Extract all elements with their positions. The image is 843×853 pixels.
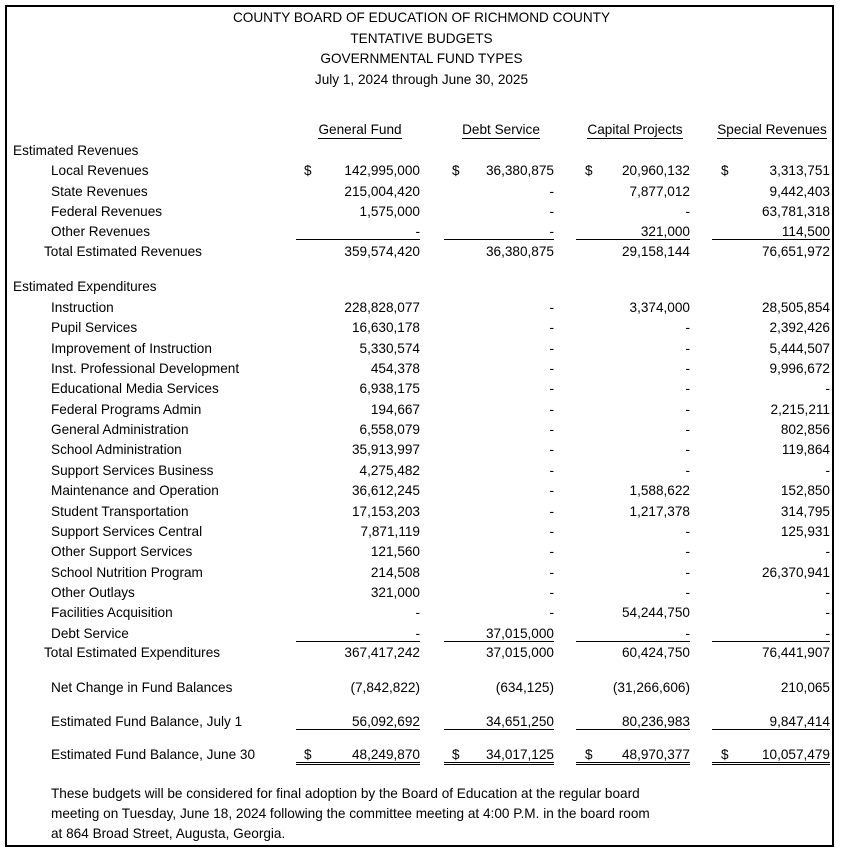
amount-cell: 56,092,692 [296,714,420,730]
row-label: Total Estimated Revenues [44,244,202,259]
amount-cell: 4,275,482 [359,462,420,478]
row-label: Improvement of Instruction [51,340,212,356]
amount-cell: - [549,320,554,336]
amount-cell: 5,330,574 [359,340,420,356]
amount-cell: 152,850 [780,483,830,499]
amount-cell: 215,004,420 [344,184,420,199]
expenditure-row [0,605,843,625]
revenue-row [0,184,843,204]
expenditures-heading [0,279,843,299]
expenditure-row [0,524,843,544]
amount-cell: 367,417,242 [344,645,420,660]
amount-cell: - [825,584,830,600]
amount-cell: (634,125) [495,680,554,695]
expenditure-row [0,483,843,503]
amount-cell: 114,500 [712,224,830,240]
currency-symbol: $ [721,747,729,762]
amount-cell: - [549,483,554,499]
row-label: Facilities Acquisition [51,605,173,621]
expenditure-row [0,320,843,340]
amount-cell: 5,444,507 [769,340,830,356]
footer-line: at 864 Broad Street, Augusta, Georgia. [51,826,286,841]
expenditure-row [0,565,843,585]
row-label: Support Services Business [51,462,214,478]
amount-cell: - [549,184,554,199]
amount-cell: 194,667 [370,401,420,417]
currency-symbol: $ [452,747,460,762]
amount-cell: 1,217,378 [629,503,690,519]
amount-cell: 321,000 [370,584,420,600]
row-label: School Administration [51,442,182,458]
revenue-row [0,204,843,224]
expenditure-row [0,544,843,564]
row-label: Federal Programs Admin [51,401,202,417]
amount-cell: - [549,300,554,315]
amount-cell: 121,560 [370,544,420,560]
expenditure-row [0,504,843,524]
row-label: General Administration [51,422,189,438]
amount-cell: 80,236,983 [576,714,690,730]
amount-cell: - [549,605,554,621]
currency-symbol: $ [585,163,593,178]
amount-cell: 314,795 [780,503,830,519]
expenditure-total-row [0,645,843,665]
amount-cell: - [549,361,554,377]
revenues-heading-label: Estimated Revenues [13,143,139,158]
currency-symbol: $ [721,163,729,178]
amount-cell: 210,065 [780,680,830,695]
expenditure-row [0,402,843,422]
row-label: Total Estimated Expenditures [44,645,221,660]
title-line-3: GOVERNMENTAL FUND TYPES [320,51,523,66]
amount-cell: - [549,564,554,580]
currency-symbol: $ [304,163,312,178]
expenditure-row [0,442,843,462]
amount-cell: 802,856 [780,422,830,438]
row-label: State Revenues [51,184,148,199]
amount-cell: 142,995,000 [344,163,420,178]
amount-cell: 20,960,132 [621,163,690,178]
row-label: Maintenance and Operation [51,483,219,499]
row-label: Support Services Central [51,523,203,539]
expenditure-row [0,361,843,381]
row-label: Debt Service [51,625,129,641]
amount-cell: 36,380,875 [485,163,554,178]
amount-cell: - [685,584,690,600]
expenditure-row [0,381,843,401]
amount-cell: 3,313,751 [769,163,830,178]
row-label: Estimated Fund Balance, June 30 [51,747,256,762]
amount-cell: 119,864 [781,442,830,458]
row-label: Pupil Services [51,320,138,336]
amount-cell: 34,017,125 [444,747,554,765]
amount-cell: - [549,503,554,519]
amount-cell: - [549,544,554,560]
amount-cell: 54,244,750 [621,605,690,621]
revenue-total-row [0,244,843,264]
amount-cell: - [825,544,830,560]
title-line-2: TENTATIVE BUDGETS [350,31,493,46]
amount-cell: - [549,401,554,417]
amount-cell: - [685,204,690,219]
amount-cell: - [576,626,690,642]
amount-cell: - [685,381,690,397]
amount-cell: 48,249,870 [296,747,420,765]
amount-cell: - [685,320,690,336]
row-label: Other Support Services [51,544,193,560]
amount-cell: 359,574,420 [344,244,420,259]
row-label: Inst. Professional Development [51,361,240,377]
expenditure-row [0,463,843,483]
amount-cell: - [825,381,830,397]
amount-cell: - [296,224,420,240]
amount-cell: - [549,584,554,600]
column-header-special-revenues: Special Revenues [717,122,827,137]
row-label: Federal Revenues [51,204,163,219]
amount-cell: - [549,523,554,539]
amount-cell: 60,424,750 [621,645,690,660]
expenditures-heading-label: Estimated Expenditures [13,279,157,294]
amount-cell: - [685,544,690,560]
amount-cell: - [549,442,554,458]
amount-cell: - [685,462,690,478]
amount-cell: 228,828,077 [344,300,420,315]
footer-line: meeting on Tuesday, June 18, 2024 following the committee meeting at 4:00 P.M. in the board room [51,806,650,821]
amount-cell: - [549,381,554,397]
amount-cell: 48,970,377 [576,747,690,765]
row-label: Student Transportation [51,503,189,519]
amount-cell: 6,938,175 [359,381,420,397]
amount-cell: 9,442,403 [769,184,830,199]
revenues-heading [0,143,843,163]
amount-cell: 63,781,318 [761,204,830,219]
row-label: Local Revenues [51,163,149,178]
amount-cell: - [444,224,554,240]
footer-note [51,784,701,844]
title-line-4: July 1, 2024 through June 30, 2025 [314,72,529,87]
row-label: Estimated Fund Balance, July 1 [51,714,243,729]
amount-cell: 1,588,622 [629,483,690,499]
row-label: Instruction [51,300,114,315]
amount-cell: (7,842,822) [350,680,420,695]
column-header-debt-service: Debt Service [462,122,540,137]
amount-cell: 6,558,079 [359,422,420,438]
amount-cell: 17,153,203 [351,503,420,519]
expenditure-row [0,585,843,605]
amount-cell: - [549,462,554,478]
amount-cell: 36,380,875 [485,244,554,259]
expenditure-row [0,626,843,646]
amount-cell: - [825,462,830,478]
amount-cell: - [685,523,690,539]
amount-cell: 2,392,426 [769,320,830,336]
title-line-1: COUNTY BOARD OF EDUCATION OF RICHMOND COUNTY [232,10,611,25]
amount-cell: 321,000 [576,224,690,240]
amount-cell: 29,158,144 [621,244,690,259]
amount-cell: 9,847,414 [712,714,830,730]
column-header-capital-projects: Capital Projects [587,122,683,137]
footer-line: These budgets will be considered for final adoption by the Board of Education at the regular board [51,786,640,801]
row-label: Other Revenues [51,224,150,239]
column-header-general-fund: General Fund [318,122,402,137]
currency-symbol: $ [452,163,460,178]
amount-cell: 9,996,672 [769,361,830,377]
amount-cell: - [685,442,690,458]
row-label: Other Outlays [51,584,135,600]
amount-cell: - [549,340,554,356]
amount-cell: 1,575,000 [359,204,420,219]
amount-cell: - [712,626,830,642]
amount-cell: 34,651,250 [444,714,554,730]
currency-symbol: $ [585,747,593,762]
amount-cell: - [685,361,690,377]
amount-cell: 76,651,972 [761,244,830,259]
amount-cell: 37,015,000 [444,626,554,642]
amount-cell: 2,215,211 [770,401,830,417]
amount-cell: 214,508 [370,564,420,580]
amount-cell: 35,913,997 [351,442,420,458]
currency-symbol: $ [304,747,312,762]
balance-july-row [0,714,843,734]
row-label: Net Change in Fund Balances [51,680,233,695]
expenditure-row [0,341,843,361]
balance-june-row [0,747,843,767]
amount-cell: 3,374,000 [629,300,690,315]
row-label: School Nutrition Program [51,564,203,580]
amount-cell: - [825,605,830,621]
row-label: Educational Media Services [51,381,219,397]
amount-cell: - [296,626,420,642]
amount-cell: 10,057,479 [712,747,830,765]
amount-cell: 7,877,012 [629,184,690,199]
amount-cell: 26,370,941 [761,564,830,580]
amount-cell: (31,266,606) [612,680,690,695]
amount-cell: - [415,605,420,621]
amount-cell: - [685,564,690,580]
revenue-row [0,163,843,183]
amount-cell: - [685,422,690,438]
amount-cell: 36,612,245 [351,483,420,499]
amount-cell: - [549,422,554,438]
amount-cell: 7,871,119 [360,523,420,539]
amount-cell: 125,931 [780,523,830,539]
amount-cell: 37,015,000 [485,645,554,660]
revenue-row [0,224,843,244]
amount-cell: - [685,401,690,417]
expenditure-row [0,300,843,320]
amount-cell: 454,378 [370,361,420,377]
amount-cell: 28,505,854 [761,300,830,315]
net-change-row [0,680,843,700]
expenditure-row [0,422,843,442]
amount-cell: - [549,204,554,219]
amount-cell: 16,630,178 [351,320,420,336]
amount-cell: 76,441,907 [761,645,830,660]
amount-cell: - [685,340,690,356]
